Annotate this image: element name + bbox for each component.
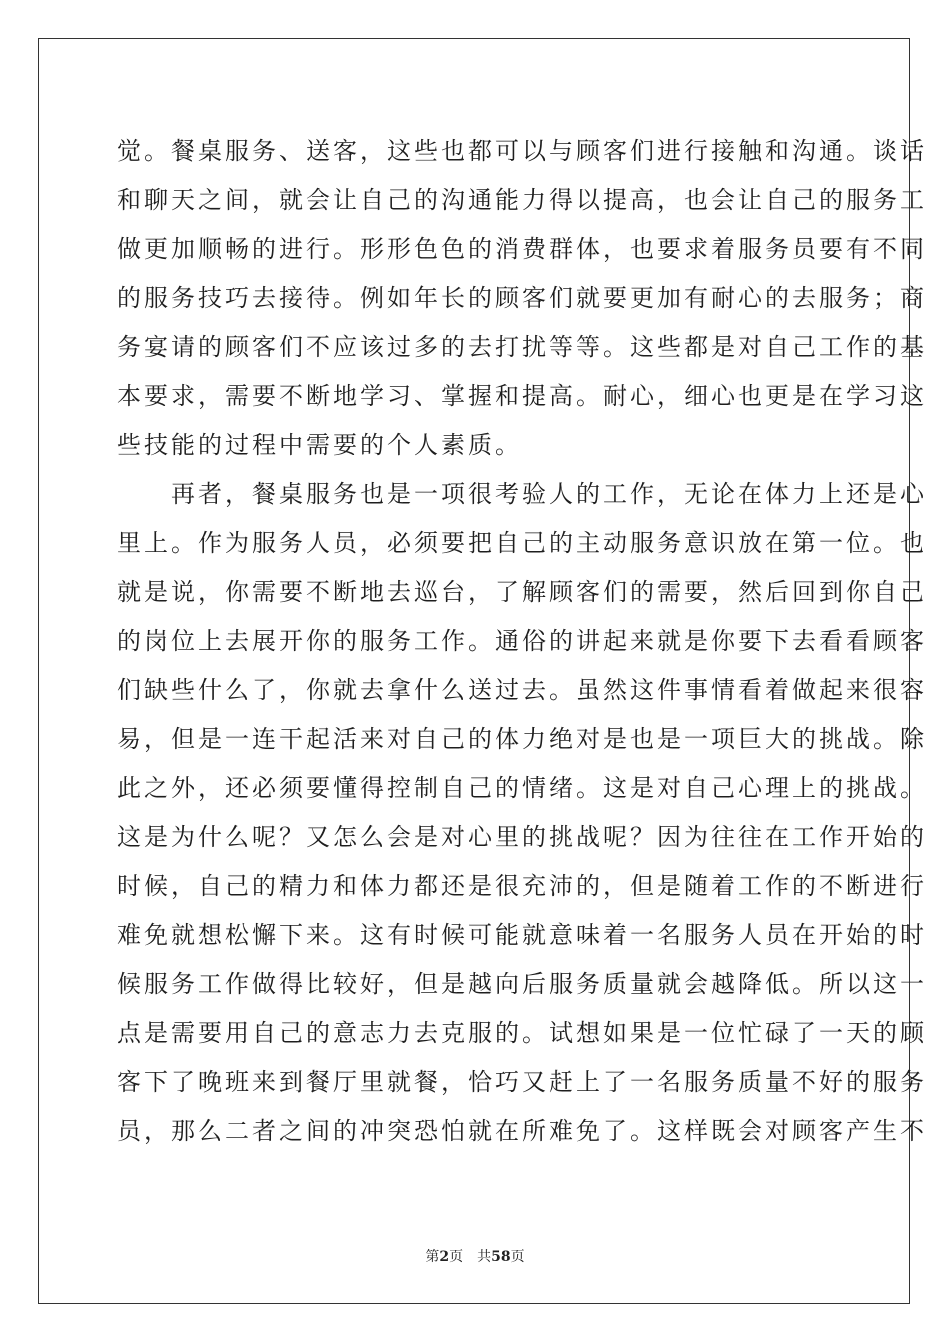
text-line: 和聊天之间，就会让自己的沟通能力得以提高，也会让自己的服务工 bbox=[117, 186, 927, 214]
total-page-count: 58 bbox=[491, 1249, 511, 1265]
text-line: 务宴请的顾客们不应该过多的去打扰等等。这些都是对自己工作的基 bbox=[117, 333, 927, 361]
text-line: 些技能的过程中需要的个人素质。 bbox=[117, 431, 522, 459]
text-line: 本要求，需要不断地学习、掌握和提高。耐心，细心也更是在学习这 bbox=[117, 382, 927, 410]
body-text bbox=[117, 127, 927, 1156]
text-line: 此之外，还必须要懂得控制自己的情绪。这是对自己心理上的挑战。 bbox=[117, 774, 927, 802]
text-line: 觉。餐桌服务、送客，这些也都可以与顾客们进行接触和沟通。谈话 bbox=[117, 137, 927, 165]
text-line: 时候，自己的精力和体力都还是很充沛的，但是随着工作的不断进行 bbox=[117, 872, 927, 900]
text-line: 易，但是一连干起活来对自己的体力绝对是也是一项巨大的挑战。除 bbox=[117, 725, 927, 753]
footer-total-suffix: 页 bbox=[510, 1249, 525, 1265]
text-line: 里上。作为服务人员，必须要把自己的主动服务意识放在第一位。也 bbox=[117, 529, 927, 557]
footer-prefix: 第 bbox=[425, 1249, 440, 1265]
text-line: 就是说，你需要不断地去巡台，了解顾客们的需要，然后回到你自己 bbox=[117, 578, 927, 606]
text-line: 的岗位上去展开你的服务工作。通俗的讲起来就是你要下去看看顾客 bbox=[117, 627, 927, 655]
text-line: 候服务工作做得比较好，但是越向后服务质量就会越降低。所以这一 bbox=[117, 970, 927, 998]
footer-page-suffix: 页 共 bbox=[449, 1249, 492, 1265]
text-line: 的服务技巧去接待。例如年长的顾客们就要更加有耐心的去服务；商 bbox=[117, 284, 927, 312]
text-line: 们缺些什么了，你就去拿什么送过去。虽然这件事情看着做起来很容 bbox=[117, 676, 927, 704]
text-line: 做更加顺畅的进行。形形色色的消费群体，也要求着服务员要有不同 bbox=[117, 235, 927, 263]
text-line: 员，那么二者之间的冲突恐怕就在所难免了。这样既会对顾客产生不 bbox=[117, 1117, 927, 1145]
text-line: 点是需要用自己的意志力去克服的。试想如果是一位忙碌了一天的顾 bbox=[117, 1019, 927, 1047]
current-page-number: 2 bbox=[439, 1249, 450, 1265]
text-line: 再者，餐桌服务也是一项很考验人的工作，无论在体力上还是心 bbox=[117, 480, 927, 508]
text-line: 这是为什么呢？又怎么会是对心里的挑战呢？因为往往在工作开始的 bbox=[117, 823, 927, 851]
page-footer bbox=[0, 1246, 950, 1266]
paragraph-2 bbox=[117, 470, 927, 1156]
paragraph-1 bbox=[117, 127, 927, 470]
text-line: 难免就想松懈下来。这有时候可能就意味着一名服务人员在开始的时 bbox=[117, 921, 927, 949]
text-line: 客下了晚班来到餐厅里就餐，恰巧又赶上了一名服务质量不好的服务 bbox=[117, 1068, 927, 1096]
